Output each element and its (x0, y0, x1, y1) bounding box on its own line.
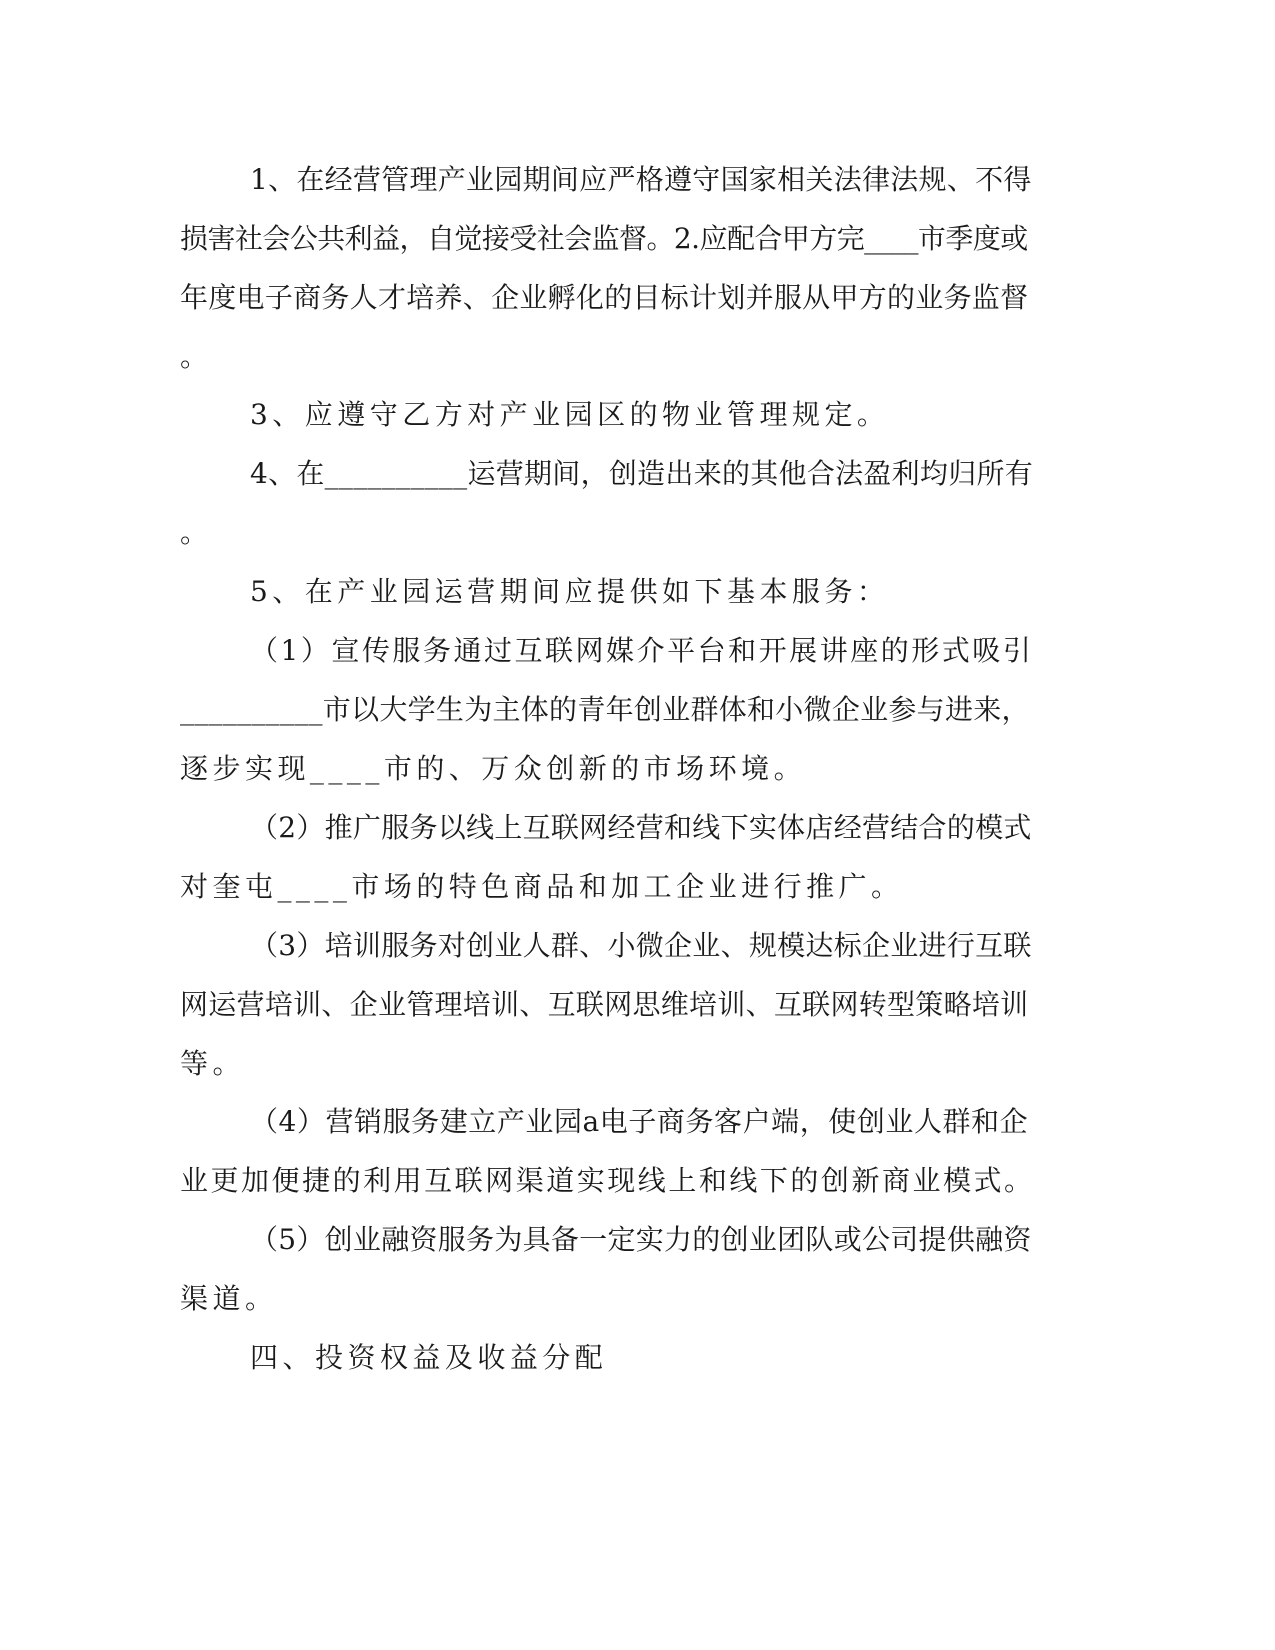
service-3-line-3: 等。 (180, 1047, 245, 1080)
clause-1-line-3: 年度电子商务人才培养、企业孵化的目标计划并服从甲方的业务监督 (180, 281, 1029, 314)
clause-3: 3、应遵守乙方对产业园区的物业管理规定。 (250, 398, 890, 431)
service-2-line-2: 对奎屯____市场的特色商品和加工企业进行推广。 (180, 870, 904, 903)
clause-5-heading: 5、在产业园运营期间应提供如下基本服务： (250, 575, 890, 608)
service-3-line-1: （3）培训服务对创业人群、小微企业、规模达标企业进行互联 (250, 929, 1032, 962)
service-5-line-2: 渠道。 (180, 1282, 278, 1315)
clause-4-line-1: 4、在__________运营期间，创造出来的其他合法盈利均归所有 (250, 457, 1034, 490)
section-4-heading: 四、投资权益及收益分配 (250, 1341, 608, 1374)
service-3-line-2: 网运营培训、企业管理培训、互联网思维培训、互联网转型策略培训 (180, 988, 1029, 1021)
service-5-line-1: （5）创业融资服务为具备一定实力的创业团队或公司提供融资 (250, 1223, 1032, 1256)
service-1-line-1: （1）宣传服务通过互联网媒介平台和开展讲座的形式吸引 (250, 634, 1034, 667)
service-4-line-1: （4）营销服务建立产业园a电子商务客户端，使创业人群和企 (250, 1105, 1029, 1138)
clause-4-line-2: 。 (180, 516, 213, 549)
clause-1-line-2: 损害社会公共利益，自觉接受社会监督。2.应配合甲方完____市季度或 (180, 222, 1028, 255)
service-2-line-1: （2）推广服务以线上互联网经营和线下实体店经营结合的模式 (250, 811, 1032, 844)
service-4-line-2: 业更加便捷的利用互联网渠道实现线上和线下的创新商业模式。 (180, 1164, 1035, 1197)
service-1-line-3: 逐步实现____市的、万众创新的市场环境。 (180, 752, 807, 785)
clause-1-line-1: 1、在经营管理产业园期间应严格遵守国家相关法律法规、不得 (250, 163, 1032, 196)
clause-1-line-4: 。 (180, 340, 213, 373)
service-1-line-2: __________市以大学生为主体的青年创业群体和小微企业参与进来， (180, 693, 1030, 726)
